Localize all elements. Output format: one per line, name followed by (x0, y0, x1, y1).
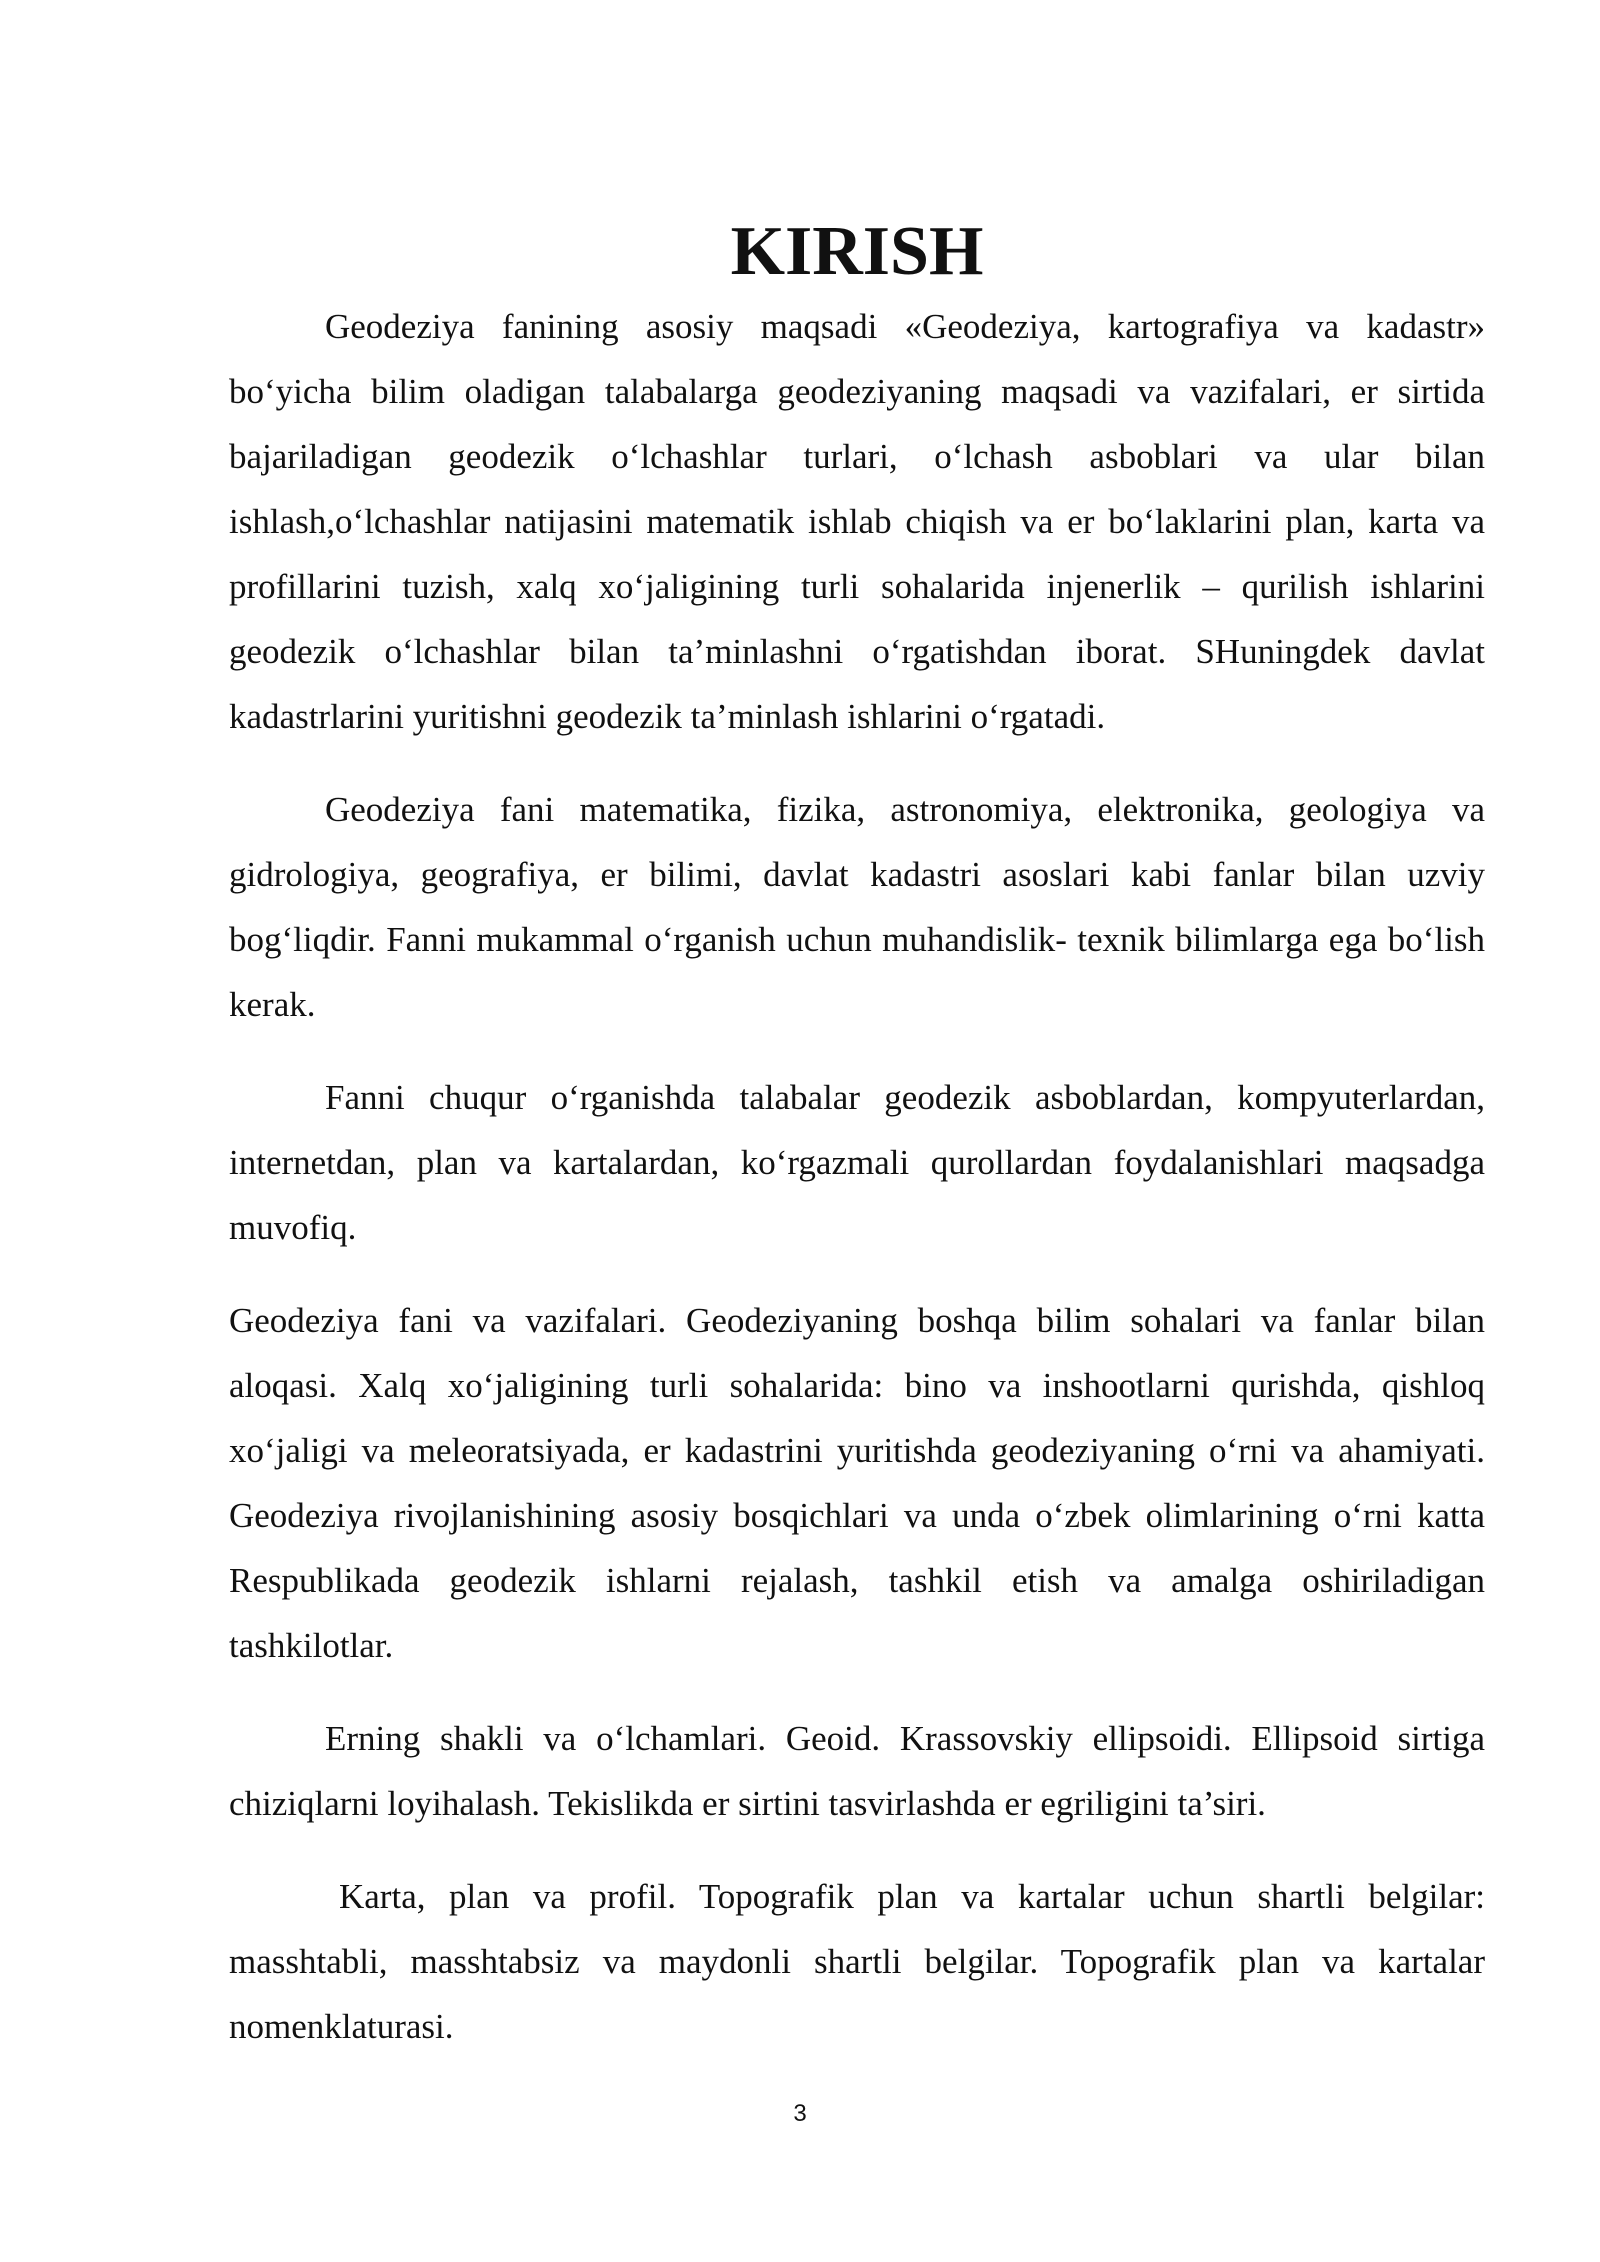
paragraph-topic-maps: Karta, plan va profil. Topografik plan va kartalar uchun shartli belgilar: masshtabli, masshtabsiz va maydonli shartli belgilar. Topografik plan va kartalar nomenklaturasi. (229, 1877, 1485, 2046)
paragraph-study-tools: Fanni chuqur o‘rganishda talabalar geodezik asboblardan, kompyuterlardan, internetdan, plan va kartalardan, ko‘rgazmali qurollardan foydalanishlari maqsadga muvofiq. (229, 1078, 1485, 1247)
page-number: 3 (793, 2100, 807, 2127)
section-heading: KIRISH (730, 213, 984, 290)
paragraph-topic-earth-shape: Erning shakli va o‘lchamlari. Geoid. Krassovskiy ellipsoidi. Ellipsoid sirtiga chiziqlarni loyihalash. Tekislikda er sirtini tasvirlashda er egriligini ta’siri. (229, 1719, 1485, 1823)
paragraph-topic-tasks: Geodeziya fani va vazifalari. Geodeziyaning boshqa bilim sohalari va fanlar bilan aloqasi. Xalq xo‘jaligining turli sohalarida: bino va inshootlarni qurishda, qishloq xo‘jaligi va meleoratsiyada, er kadastrini yuritishda geodeziyaning o‘rni va ahamiyati. Geodeziya rivojlanishining asosiy bosqichlari va unda o‘zbek olimlarining o‘rni katta Respublikada geodezik ishlarni rejalash, tashkil etish va amalga oshiriladigan tashkilotlar. (229, 1301, 1485, 1665)
page-content (229, 213, 1485, 2059)
paragraph-related-sciences: Geodeziya fani matematika, fizika, astronomiya, elektronika, geologiya va gidrologiya, geografiya, er bilimi, davlat kadastri asoslari kabi fanlar bilan uzviy bog‘liqdir. Fanni mukammal o‘rganish uchun muhandislik- texnik bilimlarga ega bo‘lish kerak. (229, 790, 1485, 1024)
paragraph-intro: Geodeziya fanining asosiy maqsadi «Geodeziya, kartografiya va kadastr» bo‘yicha bilim oladigan talabalarga geodeziyaning maqsadi va vazifalari, er sirtida bajariladigan geodezik o‘lchashlar turlari, o‘lchash asboblari va ular bilan ishlash,o‘lchashlar natijasini matematik ishlab chiqish va er bo‘laklarini plan, karta va profillarini tuzish, xalq xo‘jaligining turli sohalarida injenerlik – qurilish ishlarini geodezik o‘lchashlar bilan ta’minlashni o‘rgatishdan iborat. SHuningdek davlat kadastrlarini yuritishni geodezik ta’minlash ishlarini o‘rgatadi. (229, 307, 1485, 736)
